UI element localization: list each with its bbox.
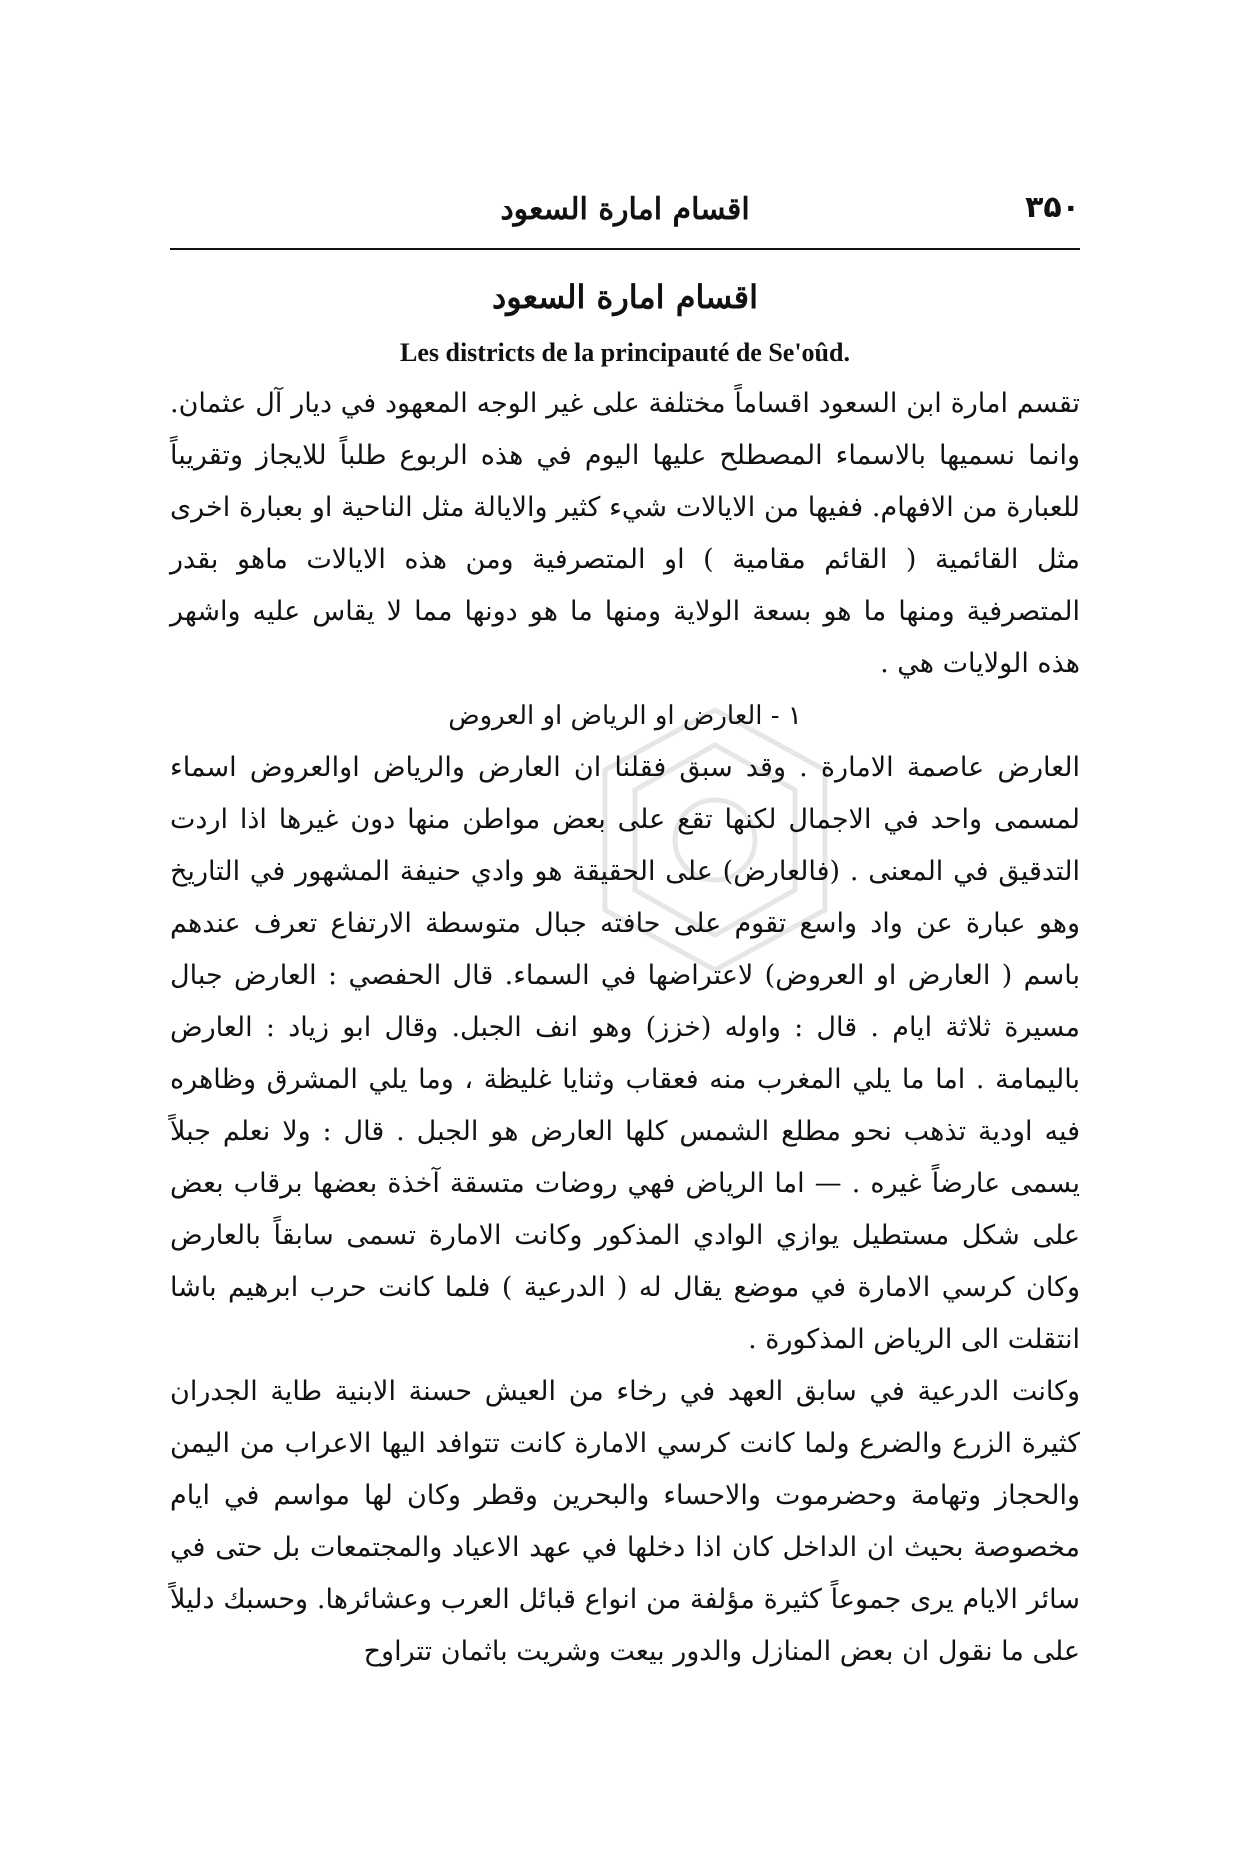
running-title: اقسام امارة السعود [500, 192, 750, 227]
body-text [170, 378, 1080, 1678]
body-paragraph: وكانت الدرعية في سابق العهد في رخاء من العيش حسنة الابنية طاية الجدران كثيرة الزرع والضرع ولما كانت كرسي الامارة كانت تتوافد اليها الاعراب من اليمن والحجاز وتهامة وحضرموت والاحساء والبحرين وقطر وكان لها مواسم في ايام مخصوصة بحيث ان الداخل كان اذا دخلها في عهد الاعياد والمجتمعات بل حتى في سائر الايام يرى جموعاً كثيرة مؤلفة من انواع قبائل العرب وعشائرها. وحسبك دليلاً على ما نقول ان بعض المنازل والدور بيعت وشريت باثمان تتراوح [170, 1376, 1080, 1667]
page-number: ۳۵۰ [1025, 190, 1080, 225]
subsection-heading: ١ - العارض او الرياض او العروض [448, 701, 802, 731]
intro-paragraph: تقسم امارة ابن السعود اقساماً مختلفة على غير الوجه المعهود في ديار آل عثمان. وانما نسميها بالاسماء المصطلح عليها اليوم في هذه الربوع طلباً للايجاز وتقريباً للعبارة من الافهام. ففيها من الايالات شيء كثير والايالة مثل الناحية او بعبارة اخرى مثل القائمية ( القائم مقامية ) او المتصرفية ومن هذه الايالات ماهو بقدر المتصرفية ومنها ما هو بسعة الولاية ومنها ما هو دونها مما لا يقاس عليه واشهر هذه الولايات هي . [170, 388, 1080, 679]
header-rule [170, 248, 1080, 250]
running-header [170, 190, 1080, 240]
body-paragraph: العارض عاصمة الامارة . وقد سبق فقلنا ان العارض والرياض اوالعروض اسماء لمسمى واحد في الاجمال لكنها تقع على بعض مواطن منها دون غيرها اذا اردت التدقيق في المعنى . (فالعارض) على الحقيقة هو وادي حنيفة المشهور في التاريخ وهو عبارة عن واد واسع تقوم على حافته جبال متوسطة الارتفاع تعرف عندهم باسم ( العارض او العروض) لاعتراضها في السماء. قال الحفصي : العارض جبال مسيرة ثلاثة ايام . قال : واوله (خزز) وهو انف الجبل. وقال ابو زياد : العارض باليمامة . اما ما يلي المغرب منه فعقاب وثنايا غليظة ، وما يلي المشرق وظاهره فيه اودية تذهب نحو مطلع الشمس كلها العارض هو الجبل . قال : ولا نعلم جبلاً يسمى عارضاً غيره . — اما الرياض فهي روضات متسقة آخذة بعضها برقاب بعض على شكل مستطيل يوازي الوادي المذكور وكانت الامارة تسمى سابقاً بالعارض وكان كرسي الامارة في موضع يقال له ( الدرعية ) فلما كانت حرب ابرهيم باشا انتقلت الى الرياض المذكورة . [170, 752, 1080, 1355]
section-title: اقسام امارة السعود [492, 278, 758, 316]
book-page [170, 150, 1080, 1750]
section-subtitle: Les districts de la principauté de Se'oûd. [400, 338, 850, 367]
